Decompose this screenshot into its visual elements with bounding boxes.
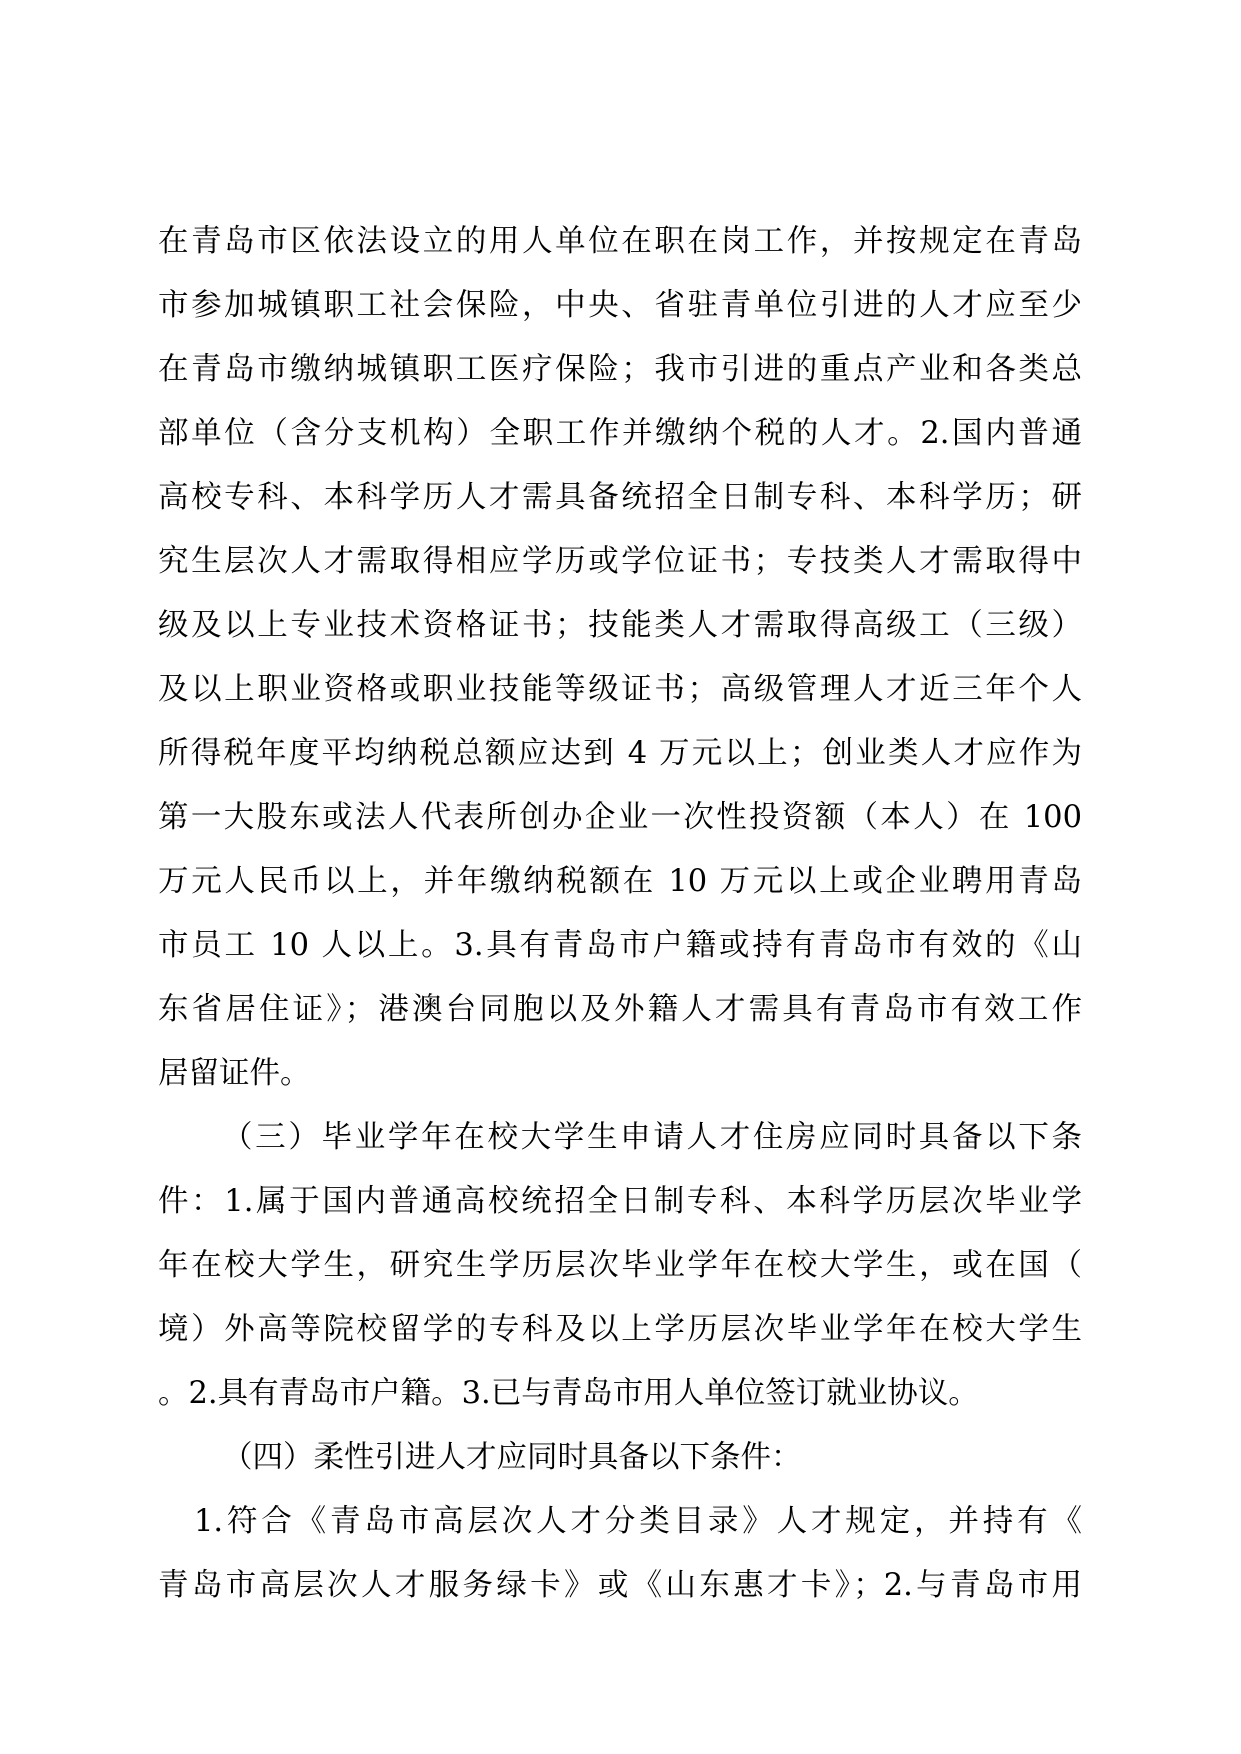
section-heading-line: （三）毕业学年在校大学生申请人才住房应同时具备以下条 <box>222 1120 1082 1155</box>
paragraph-line: 青岛市高层次人才服务绿卡》或《山东惠才卡》；2.与青岛市用 <box>158 1568 1082 1603</box>
paragraph-line: 在青岛市缴纳城镇职工医疗保险；我市引进的重点产业和各类总 <box>158 352 1082 387</box>
paragraph-line: 第一大股东或法人代表所创办企业一次性投资额（本人）在 100 <box>158 800 1082 835</box>
paragraph-line: 。2.具有青岛市户籍。3.已与青岛市用人单位签订就业协议。 <box>158 1376 979 1411</box>
paragraph-line: 东省居住证》；港澳台同胞以及外籍人才需具有青岛市有效工作 <box>158 992 1082 1027</box>
paragraph-line: 件：1.属于国内普通高校统招全日制专科、本科学历层次毕业学 <box>158 1184 1082 1219</box>
paragraph-line: 年在校大学生，研究生学历层次毕业学年在校大学生，或在国（ <box>158 1248 1082 1283</box>
paragraph-line: 市参加城镇职工社会保险，中央、省驻青单位引进的人才应至少 <box>158 288 1082 323</box>
paragraph-line: 高校专科、本科学历人才需具备统招全日制专科、本科学历；研 <box>158 480 1082 515</box>
document-page <box>158 210 1082 1618</box>
paragraph-line: 市员工 10 人以上。3.具有青岛市户籍或持有青岛市有效的《山 <box>158 928 1082 963</box>
paragraph-line: 究生层次人才需取得相应学历或学位证书；专技类人才需取得中 <box>158 544 1082 579</box>
paragraph-line: 1.符合《青岛市高层次人才分类目录》人才规定，并持有《 <box>194 1504 1082 1539</box>
paragraph-line: 级及以上专业技术资格证书；技能类人才需取得高级工（三级） <box>158 608 1082 643</box>
paragraph-line: 境）外高等院校留学的专科及以上学历层次毕业学年在校大学生 <box>158 1312 1082 1347</box>
section-heading-line: （四）柔性引进人才应同时具备以下条件： <box>222 1440 802 1475</box>
paragraph-line: 部单位（含分支机构）全职工作并缴纳个税的人才。2.国内普通 <box>158 416 1082 451</box>
paragraph-line: 所得税年度平均纳税总额应达到 4 万元以上；创业类人才应作为 <box>158 736 1082 771</box>
paragraph-line: 万元人民币以上，并年缴纳税额在 10 万元以上或企业聘用青岛 <box>158 864 1082 899</box>
paragraph-line: 在青岛市区依法设立的用人单位在职在岗工作，并按规定在青岛 <box>158 224 1082 259</box>
paragraph-line: 及以上职业资格或职业技能等级证书；高级管理人才近三年个人 <box>158 672 1082 707</box>
paragraph-line: 居留证件。 <box>158 1056 311 1091</box>
